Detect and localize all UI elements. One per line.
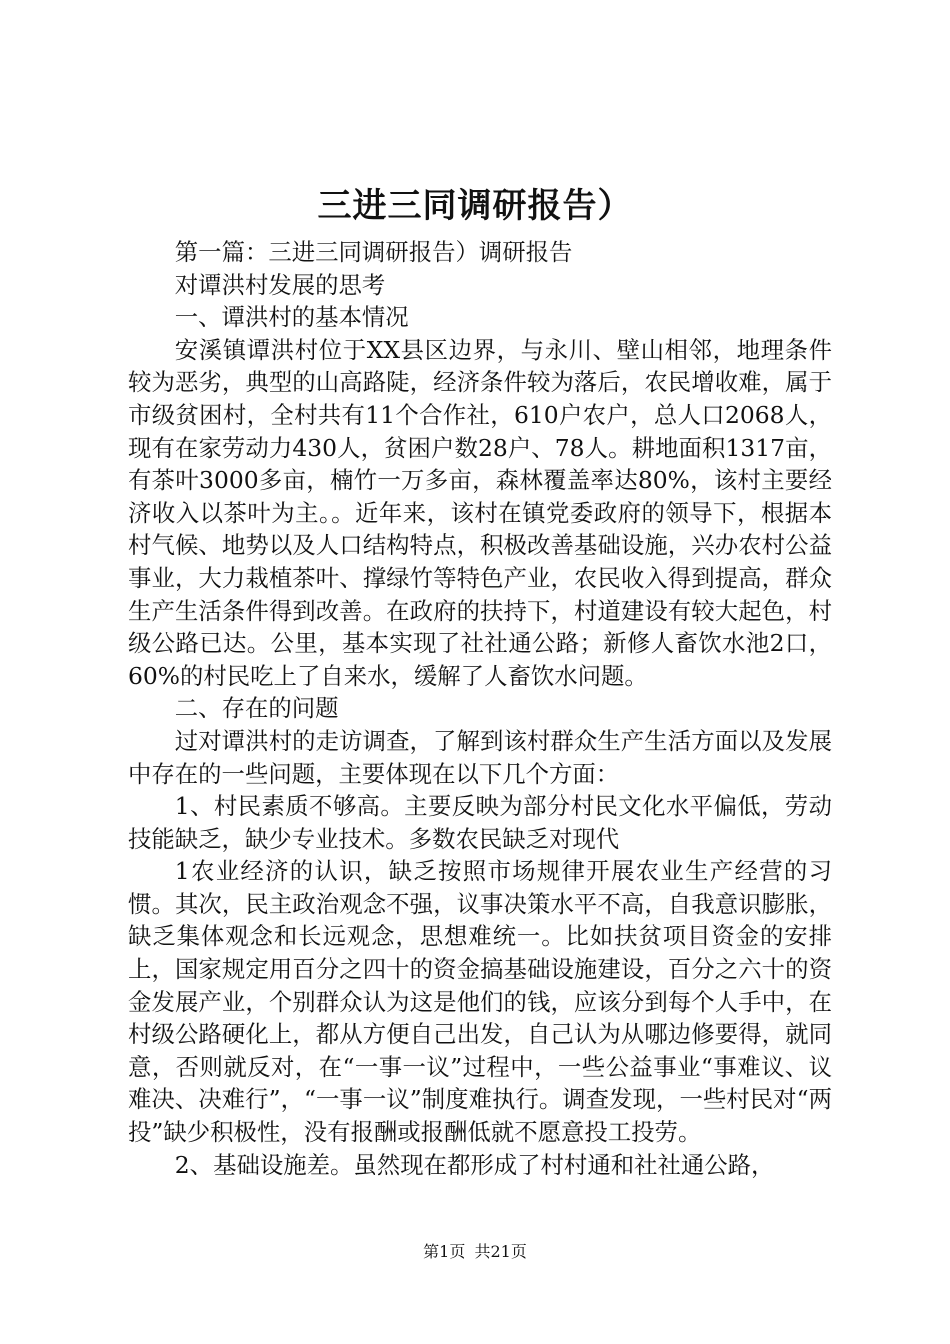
document-title: 三进三同调研报告） <box>317 186 633 226</box>
paragraph-section-heading: 第一篇：三进三同调研报告）调研报告 <box>174 238 573 266</box>
page-number: 第1页 <box>423 1242 466 1261</box>
paragraph-problem-2: 2、基础设施差。虽然现在都形成了村村通和社社通公路， <box>174 1150 775 1179</box>
paragraph-problem-1-continued: 1农业经济的认识，缺乏按照市场规律开展农业生产经营的习惯。其次，民主政治观念不强，议事决策水平不高，自我意识膨胀，缺乏集体观念和长远观念，思想难统一。比如扶贫项目资金的安排上，国家规定用百分之四十的资金搞基础设施建设，百分之六十的资金发展产业，个别群众认为这是他们的钱，应该分到每个人手中，在村级公路硬化上，都从方便自己出发，自己认为从哪边修要得，就同意，否则就反对，在“一事一议”过程中，一些公益事业“事难议、议难决、决难行”，“一事一议”制度难执行。调查发现，一些村民对“两投”缺少积极性，没有报酬或报酬低就不愿意投工投劳。 <box>128 857 832 1147</box>
document-body <box>128 236 832 1181</box>
paragraph-subtitle: 对谭洪村发展的思考 <box>174 270 386 299</box>
page-footer <box>0 1242 950 1262</box>
page-total: 共21页 <box>474 1242 527 1261</box>
paragraph-problems-intro: 过对谭洪村的走访调查，了解到该村群众生产生活方面以及发展中存在的一些问题，主要体现在以下几个方面： <box>128 726 832 788</box>
paragraph-problem-1: 1、村民素质不够高。主要反映为部分村民文化水平偏低，劳动技能缺乏，缺少专业技术。多数农民缺乏对现代 <box>128 792 832 853</box>
heading-basic-situation: 一、谭洪村的基本情况 <box>174 303 409 332</box>
paragraph-basic-situation: 安溪镇谭洪村位于XX县区边界，与永川、壁山相邻，地理条件较为恶劣，典型的山高路陡，经济条件较为落后，农民增收难，属于市级贫困村，全村共有11个合作社，610户农户，总人口2068人，现有在家劳动力430人，贫困户数28户、78人。耕地面积1317亩，有茶叶3000多亩，楠竹一万多亩，森林覆盖率达80%，该村主要经济收入以茶叶为主。。近年来，该村在镇党委政府的领导下，根据本村气候、地势以及人口结构特点，积极改善基础设施，兴办农村公益事业，大力栽植茶叶、撑绿竹等特色产业，农民收入得到提高，群众生产生活条件得到改善。在政府的扶持下，村道建设有较大起色，村级公路已达。公里，基本实现了社社通公路；新修人畜饮水池2口，60%的村民吃上了自来水，缓解了人畜饮水问题。 <box>128 335 832 690</box>
heading-existing-problems: 二、存在的问题 <box>174 694 339 723</box>
